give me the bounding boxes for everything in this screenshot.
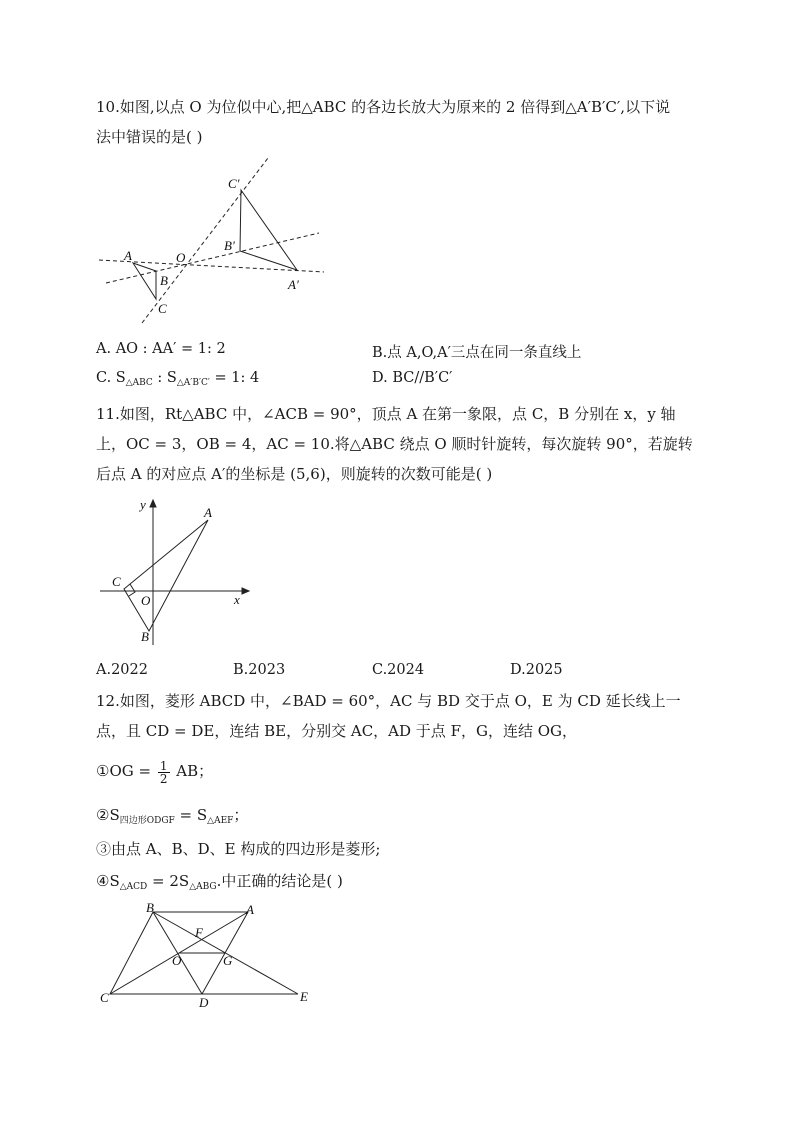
q10-label-c2: C′ xyxy=(228,176,240,191)
q10-option-b[interactable]: B.点 A,O,A′三点在同一条直线上 xyxy=(372,345,582,361)
q12-label-b: B xyxy=(146,900,154,915)
q12-label-e: E xyxy=(300,989,308,1004)
q10-label-a: A xyxy=(124,248,132,263)
q11-label-b: B xyxy=(141,629,149,644)
q11-label-y: y xyxy=(140,497,146,512)
q10-dashed-cc xyxy=(142,158,268,323)
q11-stem-line1: 11.如图，Rt△ABC 中，∠ACB = 90°，顶点 A 在第一象限，点 C，B 分别在 x，y 轴 xyxy=(96,405,676,423)
q11-y-arrow xyxy=(150,500,156,507)
q11-right-angle-mark xyxy=(129,584,135,596)
q10-stem-line2: 法中错误的是( ) xyxy=(96,128,203,146)
q10-triangle-abc xyxy=(133,263,156,299)
q12-figure xyxy=(98,900,328,1010)
q10-triangle-a2b2c2 xyxy=(240,190,297,270)
q12-statement-2: $②S_{四边形ODGF} = S_{\triangle AEF}$； xyxy=(96,806,249,826)
q11-label-o: O xyxy=(141,593,151,608)
q10-label-a2: A′ xyxy=(288,277,299,292)
q11-triangle-abc xyxy=(124,520,208,631)
q12-label-g: G xyxy=(223,953,233,968)
q12-label-o: O xyxy=(172,953,182,968)
q11-label-a: A xyxy=(204,505,212,520)
q12-statement-3: ③由点 A、B、D、E 构成的四边形是菱形; xyxy=(96,840,381,858)
q11-option-c[interactable]: C.2024 xyxy=(372,662,425,678)
q12-statement-1: ①OG = $\frac{1}{2}$ AB； xyxy=(96,758,214,786)
q10-figure xyxy=(94,155,334,325)
q12-stem-line1: 12.如图，菱形 ABCD 中，∠BAD = 60°，AC 与 BD 交于点 O，E 为 CD 延长线上一 xyxy=(96,692,681,710)
q10-label-c: C xyxy=(158,301,167,316)
q11-option-b[interactable]: B.2023 xyxy=(233,662,286,678)
q10-dashed-bb xyxy=(106,233,319,283)
q11-option-d[interactable]: D.2025 xyxy=(510,662,563,678)
q11-label-x: x xyxy=(234,592,240,607)
q10-option-c[interactable]: C. $S_{\triangle ABC}$ : $S_{\triangle A'B'C'} = 1$: 4 xyxy=(96,370,260,388)
q12-stem-line2: 点，且 CD = DE，连结 BE，分别交 AC，AD 于点 F，G，连结 OG， xyxy=(96,722,578,740)
q10-label-o: O xyxy=(176,250,186,265)
q10-label-b2: B′ xyxy=(224,238,235,253)
q11-option-a[interactable]: A.2022 xyxy=(96,662,148,678)
q10-option-d[interactable]: D. BC//B′C′ xyxy=(372,370,453,386)
q10-label-b: B xyxy=(160,273,168,288)
q12-label-c: C xyxy=(100,990,109,1005)
q12-label-d: D xyxy=(199,995,209,1010)
q12-label-f: F xyxy=(195,925,203,940)
q10-option-a[interactable]: A. AO : AA′ = 1: 2 xyxy=(96,341,226,357)
q12-fraction-half: $\frac{1}{2}$ xyxy=(159,758,168,786)
q11-figure xyxy=(96,495,256,650)
q10-dashed-aa xyxy=(99,260,324,272)
q11-stem-line2: 上，OC = 3，OB = 4，AC = 10.将△ABC 绕点 O 顺时针旋转，每次旋转 90°，若旋转 xyxy=(96,435,693,453)
q11-stem-line3: 后点 A 的对应点 A′的坐标是 (5,6)，则旋转的次数可能是( ) xyxy=(96,465,493,483)
q11-x-arrow xyxy=(242,588,249,594)
q12-label-a: A xyxy=(246,902,254,917)
q10-stem-line1: 10.如图,以点 O 为位似中心,把△ABC 的各边长放大为原来的 2 倍得到△A′B′C′,以下说 xyxy=(96,98,671,116)
q11-label-c: C xyxy=(112,574,121,589)
q12-statement-4: $④S_{\triangle ACD} = 2S_{\triangle ABG}$.中正确的结论是( ) xyxy=(96,872,343,892)
